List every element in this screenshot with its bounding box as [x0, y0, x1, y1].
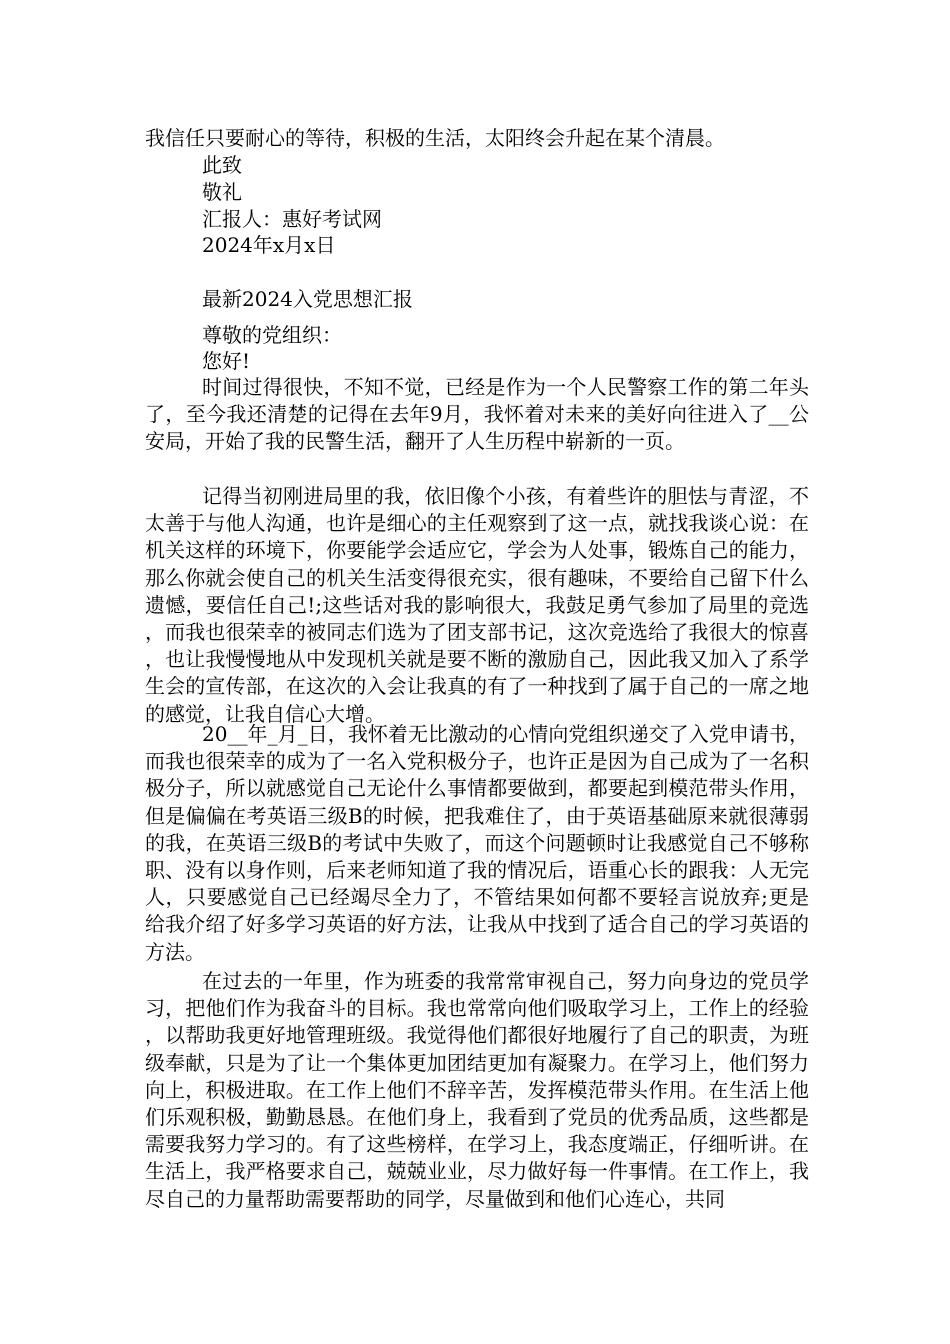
document-page — [145, 0, 809, 1344]
body-paragraph-2: 记得当初刚进局里的我，依旧像个小孩，有着些许的胆怯与青涩，不太善于与他人沟通，也许是细心的主任观察到了这一点，就找我谈心说：在机关这样的环境下，你要能学会适应它，学会为人处事，锻炼自己的能力，那么你就会使自己的机关生活变得很充实，很有趣味，不要给自己留下什么遗憾，要信任自己!;这些话对我的影响很大，我鼓足勇气参加了局里的竞选，而我也很荣幸的被同志们选为了团支部书记，这次竞选给了我很大的惊喜，也让我慢慢地从中发现机关就是要不断的激励自己，因此我又加入了系学生会的宣传部，在这次的入会让我真的有了一种找到了属于自己的一席之地的感觉，让我自信心大增。 — [145, 484, 809, 726]
closing-line-1: 此致 — [202, 153, 242, 177]
reporter-line: 汇报人：惠好考试网 — [202, 207, 382, 231]
continuation-line: 我信任只要耐心的等待，积极的生活，太阳终会升起在某个清晨。 — [145, 126, 725, 150]
closing-line-2: 敬礼 — [202, 180, 242, 204]
body-paragraph-4: 在过去的一年里，作为班委的我常常审视自己，努力向身边的党员学习，把他们作为我奋斗的目标。我也常常向他们吸取学习上，工作上的经验，以帮助我更好地管理班级。我觉得他们都很好地履行了自己的职责，为班级奉献，只是为了让一个集体更加团结更加有凝聚力。在学习上，他们努力向上，积极进取。在工作上他们不辞辛苦，发挥模范带头作用。在生活上他们乐观积极，勤勤恳恳。在他们身上，我看到了党员的优秀品质，这些都是需要我努力学习的。有了这些榜样，在学习上，我态度端正，仔细听讲。在生活上，我严格要求自己，兢兢业业，尽力做好每一件事情。在工作上，我尽自己的力量帮助需要帮助的同学，尽量做到和他们心连心，共同 — [145, 969, 809, 1211]
document-title: 最新2024入党思想汇报 — [202, 287, 413, 311]
greeting: 您好! — [202, 349, 251, 373]
body-paragraph-1: 时间过得很快，不知不觉，已经是作为一个人民警察工作的第二年头了，至今我还清楚的记得在去年9月，我怀着对未来的美好向往进入了__公安局，开始了我的民警生活，翻开了人生历程中崭新的一页。 — [145, 375, 809, 454]
body-paragraph-3: 20__年_月_日，我怀着无比激动的心情向党组织递交了入党申请书，而我也很荣幸的成为了一名入党积极分子，也许正是因为自己成为了一名积极分子，所以就感觉自己无论什么事情都要做到，都要起到模范带头作用，但是偏偏在考英语三级B的时候，把我难住了，由于英语基础原来就很薄弱的我，在英语三级B的考试中失败了，而这个问题顿时让我感觉自己不够称职、没有以身作则，后来老师知道了我的情况后，语重心长的跟我：人无完人，只要感觉自己已经竭尽全力了，不管结果如何都不要轻言说放弃;更是给我介绍了好多学习英语的好方法，让我从中找到了适合自己的学习英语的方法。 — [145, 722, 809, 964]
salutation: 尊敬的党组织： — [202, 323, 342, 347]
date-line: 2024年x月x日 — [202, 233, 336, 257]
